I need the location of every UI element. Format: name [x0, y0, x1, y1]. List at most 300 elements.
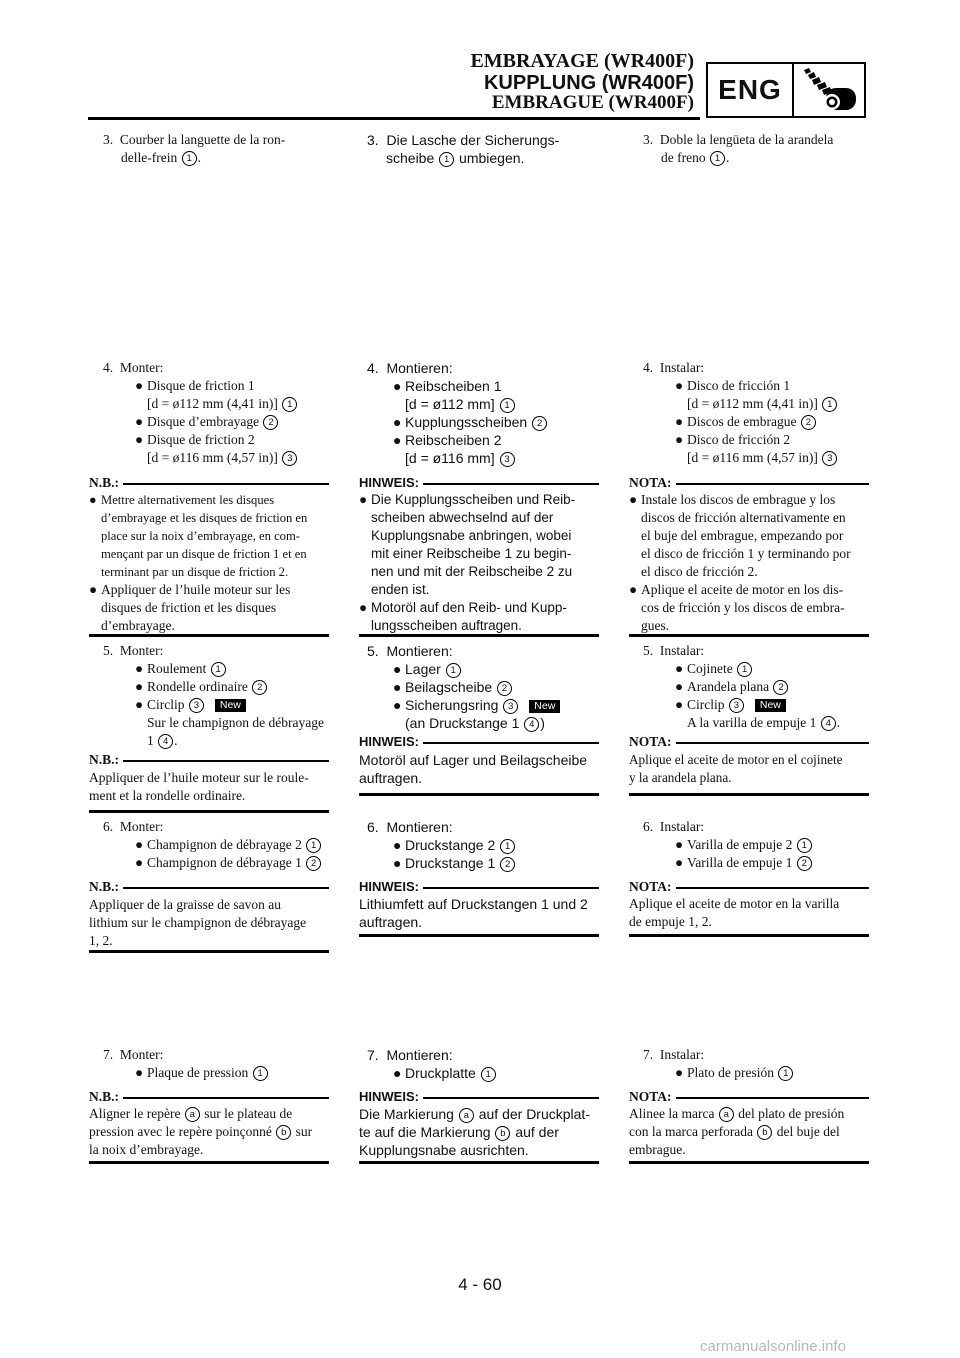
note-label: NOTA: — [629, 879, 676, 895]
es-step-5 — [643, 642, 869, 732]
bullet-icon: ● — [393, 679, 402, 695]
es-note-6-header — [629, 879, 869, 895]
fr-step-4-number: 4. — [103, 360, 114, 375]
fr-step-3 — [103, 131, 329, 167]
note-text: sur — [295, 1124, 313, 1139]
callout-ref: 1 — [500, 839, 515, 854]
list-item-text: Kupplungsscheiben — [405, 414, 528, 430]
callout-ref: b — [495, 1126, 510, 1141]
note-text: con la marca perforada — [629, 1124, 754, 1139]
list-item-sub-text: (an Druckstange 1 — [405, 715, 520, 731]
note-label: HINWEIS: — [359, 879, 423, 895]
list-item — [643, 660, 869, 678]
es-note-6-body — [629, 895, 869, 931]
de-step-4 — [367, 359, 593, 467]
fr-step-5-number: 5. — [103, 643, 114, 658]
list-item-text: Druckstange 2 — [405, 837, 496, 853]
note-label: N.B.: — [89, 475, 123, 491]
list-item — [367, 836, 593, 854]
callout-ref: 4 — [821, 716, 836, 731]
list-item-sub — [367, 714, 593, 732]
note-line: el disco de fricción 1 y terminando por — [641, 546, 851, 561]
list-item — [643, 696, 869, 714]
de-note-5-end-rule — [359, 793, 599, 796]
fr-note-5-body — [89, 769, 329, 805]
note-text: Aligner le repère — [89, 1106, 181, 1121]
note-line: el buje del embrague, empezando por — [641, 528, 844, 543]
de-step-3-number: 3. — [367, 132, 379, 148]
es-step-3 — [643, 131, 869, 167]
bullet-icon: ● — [675, 432, 684, 447]
de-step-7-number: 7. — [367, 1047, 379, 1063]
fr-step-3-text: Courber la languette de la ron- — [119, 132, 286, 147]
callout-ref: a — [185, 1107, 200, 1122]
list-item-sub-text: [d = ø116 mm (4,57 in)] — [147, 450, 278, 465]
section-badge-label: ENG — [718, 74, 782, 105]
list-item-text: Plaque de pression — [147, 1065, 249, 1080]
es-step-6 — [643, 818, 869, 872]
bullet-icon: ● — [89, 582, 98, 597]
watermark: carmanualsonline.info — [700, 1338, 846, 1355]
fr-step-3-tail: . — [197, 150, 201, 165]
de-step-6-number: 6. — [367, 819, 379, 835]
list-item-text: Sicherungsring — [405, 697, 499, 713]
title-spanish: EMBRAGUE (WR400F) — [491, 92, 694, 113]
list-item — [367, 678, 593, 696]
list-item-text: Plato de presión — [687, 1065, 774, 1080]
callout-ref: 1 — [211, 662, 226, 677]
callout-ref: 2 — [252, 680, 267, 695]
note-line: Lithiumfett auf Druckstangen 1 und 2 — [359, 896, 588, 912]
fr-note-6-header — [89, 879, 329, 895]
header-rule — [88, 117, 700, 120]
de-step-5-number: 5. — [367, 643, 379, 659]
note-line: el disco de fricción 2. — [641, 564, 758, 579]
de-step-3 — [367, 131, 593, 167]
bullet-icon: ● — [675, 661, 684, 676]
es-step-7-label: Instalar: — [659, 1047, 705, 1062]
note-text: auf der — [515, 1124, 559, 1140]
list-item-sub-text: [d = ø116 mm] — [405, 450, 495, 466]
note-text: Die Markierung — [359, 1106, 454, 1122]
new-part-badge: New — [215, 699, 246, 712]
list-item — [103, 413, 329, 431]
note-line: ment et la rondelle ordinaire. — [89, 788, 246, 803]
bullet-icon: ● — [393, 661, 402, 677]
page-header — [0, 0, 960, 120]
fr-step-6-number: 6. — [103, 819, 114, 834]
note-line: de empuje 1, 2. — [629, 914, 712, 929]
list-item-text: Disque d’embrayage — [147, 414, 260, 429]
note-line: d’embrayage et les disques de friction en — [101, 511, 308, 525]
bullet-icon: ● — [135, 661, 144, 676]
fr-step-7 — [103, 1046, 329, 1082]
list-item-text: Rondelle ordinaire — [147, 679, 248, 694]
note-label: NOTA: — [629, 475, 676, 491]
list-item-text: Disco de fricción 1 — [687, 378, 791, 393]
callout-ref: 3 — [189, 698, 204, 713]
es-note-6-end-rule — [629, 934, 869, 937]
list-item-sub — [103, 395, 329, 413]
callout-ref: 1 — [797, 838, 812, 853]
de-note-7-header — [359, 1089, 599, 1105]
bullet-icon: ● — [135, 414, 144, 429]
title-french: EMBRAYAGE (WR400F) — [470, 50, 694, 72]
callout-ref: 3 — [729, 698, 744, 713]
fr-note-7-end-rule — [89, 1161, 329, 1164]
list-item-text: Roulement — [147, 661, 207, 676]
bullet-icon: ● — [135, 679, 144, 694]
es-step-5-label: Instalar: — [659, 643, 705, 658]
es-step-6-number: 6. — [643, 819, 654, 834]
callout-ref: b — [276, 1125, 291, 1140]
list-item — [643, 431, 869, 449]
list-item — [367, 377, 593, 395]
callout-ref: 1 — [253, 1066, 268, 1081]
list-item-sub-text: [d = ø112 mm] — [405, 396, 495, 412]
note-line: Die Kupplungsscheiben und Reib- — [371, 492, 576, 507]
callout-ref: 1 — [500, 398, 515, 413]
callout-ref: a — [459, 1108, 474, 1123]
bullet-icon: ● — [675, 1065, 684, 1080]
callout-ref: 1 — [306, 838, 321, 853]
fr-note-4-body — [89, 491, 329, 635]
list-item-text: Champignon de débrayage 2 — [147, 837, 302, 852]
fr-note-7-header — [89, 1089, 329, 1105]
callout-ref: 1 — [439, 152, 454, 167]
list-item — [367, 413, 593, 431]
list-item-sub-tail: . — [836, 715, 841, 730]
fr-note-5-end-rule — [89, 810, 329, 813]
list-item-sub-text: [d = ø112 mm (4,41 in)] — [687, 396, 818, 411]
bullet-icon: ● — [135, 432, 144, 447]
callout-ref: 1 — [737, 662, 752, 677]
list-item — [103, 678, 329, 696]
bullet-icon: ● — [393, 414, 402, 430]
note-label: N.B.: — [89, 879, 123, 895]
note-line: disques de friction et les disques — [101, 600, 277, 615]
es-step-7 — [643, 1046, 869, 1082]
es-note-5-header — [629, 734, 869, 750]
note-line: Appliquer de la graisse de savon au — [89, 897, 281, 912]
es-step-5-number: 5. — [643, 643, 654, 658]
note-line: Motoröl auf Lager und Beilagscheibe — [359, 752, 588, 768]
bullet-icon: ● — [89, 493, 97, 507]
list-item — [103, 377, 329, 395]
bullet-icon: ● — [393, 432, 402, 448]
bullet-icon: ● — [393, 855, 402, 871]
list-item-text: Disque de friction 1 — [147, 378, 255, 393]
bullet-icon: ● — [675, 697, 684, 712]
fr-step-7-label: Monter: — [119, 1047, 164, 1062]
list-item — [643, 678, 869, 696]
bullet-icon: ● — [393, 837, 402, 853]
callout-ref: 4 — [524, 717, 539, 732]
list-item-text: Circlip — [687, 697, 725, 712]
fr-step-5-label: Monter: — [119, 643, 164, 658]
list-item — [367, 696, 593, 714]
de-note-6-body — [359, 895, 599, 931]
note-line: cos de fricción y los discos de embra- — [641, 600, 845, 615]
es-step-3-text: Doble la lengüeta de la arandela — [659, 132, 834, 147]
list-item-sub — [643, 714, 869, 732]
fr-note-6-body — [89, 896, 329, 950]
fr-step-5 — [103, 642, 329, 750]
de-note-4-body — [359, 491, 599, 635]
list-item-sub-text: [d = ø116 mm (4,57 in)] — [687, 450, 818, 465]
callout-ref: 3 — [822, 451, 837, 466]
note-label: NOTA: — [629, 1089, 676, 1105]
list-item — [643, 854, 869, 872]
list-item-text: Beilagscheibe — [405, 679, 493, 695]
callout-ref: 3 — [500, 452, 515, 467]
list-item-text: Varilla de empuje 1 — [687, 855, 793, 870]
fr-step-3-text-2: delle-frein — [121, 150, 178, 165]
callout-ref: 1 — [446, 663, 461, 678]
callout-ref: 1 — [282, 397, 297, 412]
note-line: gues. — [641, 618, 670, 633]
note-line: scheiben abwechselnd auf der — [371, 510, 554, 525]
list-item-text: Varilla de empuje 2 — [687, 837, 793, 852]
list-item-sub — [643, 395, 869, 413]
list-item — [103, 696, 329, 714]
callout-ref: 3 — [503, 699, 518, 714]
fr-note-4-header — [89, 475, 329, 491]
list-item-text: Discos de embrague — [687, 414, 797, 429]
de-step-6-label: Montieren: — [386, 819, 453, 835]
list-item-sub-tail: ) — [540, 715, 545, 731]
note-line: Aplique el aceite de motor en el cojinete — [629, 752, 843, 767]
list-item-sub-text: A la varilla de empuje 1 — [687, 715, 817, 730]
de-step-4-number: 4. — [367, 360, 379, 376]
bullet-icon: ● — [675, 855, 684, 870]
es-note-7-body — [629, 1105, 869, 1159]
note-label: HINWEIS: — [359, 475, 423, 491]
list-item — [367, 660, 593, 678]
es-step-7-number: 7. — [643, 1047, 654, 1062]
note-line: Motoröl auf den Reib- und Kupp- — [371, 600, 567, 615]
new-part-badge: New — [755, 699, 786, 712]
es-step-3-number: 3. — [643, 132, 654, 147]
de-note-5-header — [359, 734, 599, 750]
list-item — [367, 1064, 593, 1082]
list-item-text: Lager — [405, 661, 441, 677]
es-step-3-text-2: de freno — [661, 150, 706, 165]
list-item — [103, 1064, 329, 1082]
title-german: KUPPLUNG (WR400F) — [483, 72, 694, 94]
note-line: d’embrayage. — [101, 618, 175, 633]
note-line: auftragen. — [359, 770, 423, 786]
bullet-icon: ● — [135, 855, 144, 870]
list-item — [643, 377, 869, 395]
es-note-5-end-rule — [629, 793, 869, 796]
note-line: discos de fricción alternativamente en — [641, 510, 846, 525]
list-item-text: Reibscheiben 1 — [405, 378, 502, 394]
callout-ref: 1 — [778, 1066, 793, 1081]
note-line: mit einer Reibscheibe 1 zu begin- — [371, 546, 572, 561]
new-part-badge: New — [529, 700, 560, 713]
list-item-sub — [367, 395, 593, 413]
callout-ref: 4 — [158, 734, 173, 749]
list-item — [103, 431, 329, 449]
fr-note-6-end-rule — [89, 950, 329, 953]
note-label: NOTA: — [629, 734, 676, 750]
list-item — [643, 836, 869, 854]
callout-ref: 2 — [497, 681, 512, 696]
de-note-6-end-rule — [359, 934, 599, 937]
es-step-4-number: 4. — [643, 360, 654, 375]
list-item-sub — [643, 449, 869, 467]
list-item-sub-text: 1 — [147, 733, 154, 748]
callout-ref: 1 — [182, 151, 197, 166]
list-item-text: Disco de fricción 2 — [687, 432, 791, 447]
note-line: Appliquer de l’huile moteur sur les — [101, 582, 291, 597]
list-item — [103, 660, 329, 678]
callout-ref: a — [719, 1107, 734, 1122]
fr-step-3-number: 3. — [103, 132, 114, 147]
note-line: place sur la noix d’embrayage, en com- — [101, 529, 300, 543]
fr-step-6 — [103, 818, 329, 872]
note-text: auf der Druckplat- — [478, 1106, 590, 1122]
list-item — [367, 854, 593, 872]
note-label: HINWEIS: — [359, 1089, 423, 1105]
de-note-4-header — [359, 475, 599, 491]
list-item-sub-text: Sur le champignon de débrayage — [147, 715, 324, 730]
bullet-icon: ● — [675, 679, 684, 694]
fr-note-7-body — [89, 1105, 329, 1159]
note-line: embrague. — [629, 1142, 686, 1157]
note-line: 1, 2. — [89, 933, 113, 948]
note-line: enden ist. — [371, 582, 430, 597]
note-line: Kupplungsnabe anbringen, wobei — [371, 528, 572, 543]
note-line: terminant par un disque de friction 2. — [101, 565, 289, 579]
note-text: pression avec le repère poinçonné — [89, 1124, 272, 1139]
bullet-icon: ● — [629, 492, 638, 507]
list-item-text: Reibscheiben 2 — [405, 432, 502, 448]
note-line: Mettre alternativement les disques — [101, 493, 275, 507]
callout-ref: 2 — [801, 415, 816, 430]
callout-ref: 2 — [500, 857, 515, 872]
de-note-4-end-rule — [359, 634, 599, 637]
engine-wrench-icon — [798, 66, 862, 114]
bullet-icon: ● — [393, 697, 402, 713]
bullet-icon: ● — [135, 837, 144, 852]
de-step-3-text-2: scheibe — [386, 150, 435, 166]
note-line: auftragen. — [359, 914, 423, 930]
list-item-sub — [103, 732, 329, 750]
page-number: 4 - 60 — [458, 1275, 502, 1294]
note-line: la noix d’embrayage. — [89, 1142, 204, 1157]
note-line: y la arandela plana. — [629, 770, 732, 785]
note-line: Kupplungsnabe ausrichten. — [359, 1142, 529, 1158]
de-step-5-label: Montieren: — [386, 643, 453, 659]
list-item — [103, 854, 329, 872]
note-text: sur le plateau de — [204, 1106, 293, 1121]
bullet-icon: ● — [629, 582, 638, 597]
note-label: N.B.: — [89, 1089, 123, 1105]
es-note-4-header — [629, 475, 869, 491]
fr-step-4 — [103, 359, 329, 467]
list-item-text: Druckstange 1 — [405, 855, 496, 871]
de-note-6-header — [359, 879, 599, 895]
es-note-5-body — [629, 751, 869, 787]
de-step-6 — [367, 818, 593, 872]
list-item-sub-text: [d = ø112 mm (4,41 in)] — [147, 396, 278, 411]
de-step-3-tail: umbiegen. — [459, 150, 525, 166]
es-note-7-end-rule — [629, 1161, 869, 1164]
bullet-icon: ● — [135, 1065, 144, 1080]
list-item-text: Champignon de débrayage 1 — [147, 855, 302, 870]
es-step-6-label: Instalar: — [659, 819, 705, 834]
list-item — [367, 431, 593, 449]
de-step-3-text: Die Lasche der Sicherungs- — [386, 132, 560, 148]
callout-ref: 1 — [481, 1067, 496, 1082]
list-item-sub — [103, 714, 329, 732]
callout-ref: 1 — [710, 151, 725, 166]
fr-step-6-label: Monter: — [119, 819, 164, 834]
callout-ref: 2 — [263, 415, 278, 430]
list-item-text: Cojinete — [687, 661, 733, 676]
list-item-sub — [103, 449, 329, 467]
section-badge-divider — [792, 64, 794, 116]
es-note-7-header — [629, 1089, 869, 1105]
note-label: HINWEIS: — [359, 734, 423, 750]
bullet-icon: ● — [675, 414, 684, 429]
section-badge — [706, 62, 866, 118]
callout-ref: 2 — [532, 416, 547, 431]
es-step-4-label: Instalar: — [659, 360, 705, 375]
fr-step-7-number: 7. — [103, 1047, 114, 1062]
es-step-3-tail: . — [725, 150, 730, 165]
de-note-5-body — [359, 751, 599, 787]
note-label: N.B.: — [89, 752, 123, 768]
note-line: nen und mit der Reibscheibe 2 zu — [371, 564, 573, 579]
callout-ref: 2 — [797, 856, 812, 871]
list-item-sub — [367, 449, 593, 467]
bullet-icon: ● — [675, 378, 684, 393]
es-step-4 — [643, 359, 869, 467]
note-line: lithium sur le champignon de débrayage — [89, 915, 307, 930]
note-text: te auf die Markierung — [359, 1124, 491, 1140]
callout-ref: 3 — [282, 451, 297, 466]
callout-ref: 2 — [773, 680, 788, 695]
de-step-7-label: Montieren: — [386, 1047, 453, 1063]
bullet-icon: ● — [135, 697, 144, 712]
es-note-4-end-rule — [629, 634, 869, 637]
note-line: Instale los discos de embrague y los — [641, 492, 836, 507]
bullet-icon: ● — [359, 492, 368, 507]
list-item-text: Arandela plana — [687, 679, 770, 694]
list-item-text: Disque de friction 2 — [147, 432, 255, 447]
bullet-icon: ● — [359, 600, 368, 615]
de-note-7-end-rule — [359, 1161, 599, 1164]
callout-ref: 1 — [822, 397, 837, 412]
callout-ref: 2 — [306, 856, 321, 871]
de-step-5 — [367, 642, 593, 732]
list-item — [643, 413, 869, 431]
fr-step-4-label: Monter: — [119, 360, 164, 375]
note-line: Aplique el aceite de motor en la varilla — [629, 896, 840, 911]
bullet-icon: ● — [393, 1065, 402, 1081]
fr-note-4-end-rule — [89, 634, 329, 637]
list-item — [103, 836, 329, 854]
list-item-text: Druckplatte — [405, 1065, 476, 1081]
note-line: mençant par un disque de friction 1 et en — [101, 547, 307, 561]
list-item-text: Circlip — [147, 697, 185, 712]
note-line: lungsscheiben auftragen. — [371, 618, 522, 633]
note-line: Aplique el aceite de motor en los dis- — [641, 582, 844, 597]
note-text: Alinee la marca — [629, 1106, 715, 1121]
